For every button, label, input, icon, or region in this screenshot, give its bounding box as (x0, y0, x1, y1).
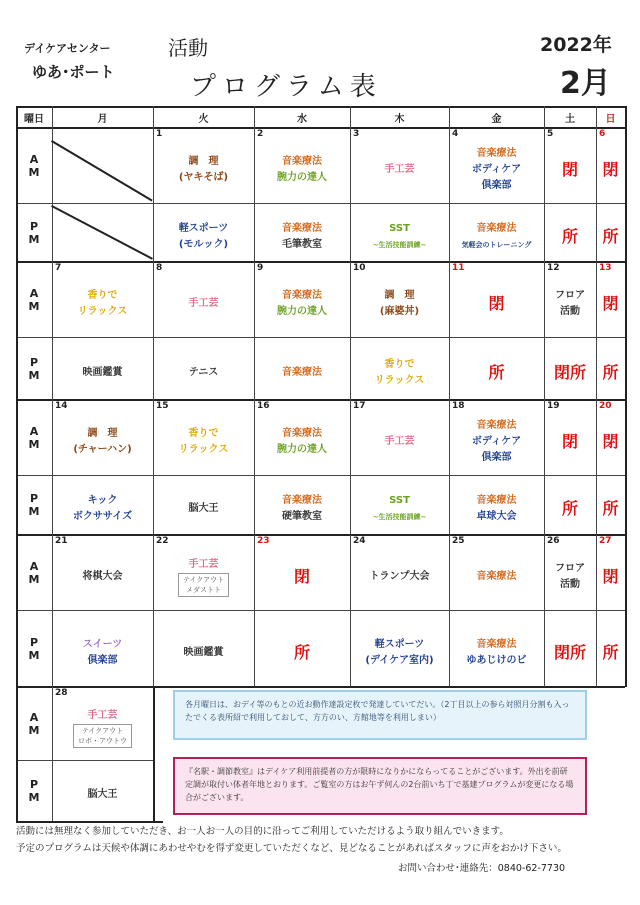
activity-text: 閉 (602, 293, 619, 313)
activity-cell (52, 211, 153, 262)
activity-cell (596, 136, 625, 203)
date-number: 6 (599, 129, 606, 139)
grid-line (625, 106, 627, 262)
activity-text: フロア (555, 289, 585, 301)
program-title: プログラム表 (190, 72, 382, 102)
activity-text: キック (87, 495, 118, 506)
activity-text: 香りで (87, 289, 118, 301)
grid-line (625, 262, 627, 400)
grid-line (254, 400, 255, 535)
grid-line (52, 106, 53, 262)
grid-line (625, 400, 627, 535)
activity-cell (350, 483, 449, 535)
grid-line (16, 127, 625, 129)
header-day: 火 (198, 114, 209, 125)
activity-cell (52, 270, 153, 337)
header-day: 木 (394, 114, 405, 125)
activity-text: ~生活技能訓練~ (372, 513, 427, 521)
center-name: デイケアセンター (24, 42, 111, 55)
activity-cell (544, 408, 596, 475)
date-number: 20 (599, 401, 612, 411)
activity-text: 活動 (560, 578, 580, 590)
activity-text: 音楽療法 (282, 289, 322, 301)
activity-cell (254, 270, 350, 337)
activity-text: 閉 (561, 431, 578, 451)
date-number: 14 (55, 401, 68, 411)
grid-line (52, 262, 53, 400)
activity-text: 脳大王 (87, 789, 118, 800)
activity-cell (544, 345, 596, 400)
activity-text: 所 (561, 226, 578, 246)
activity-text: フロア (555, 562, 585, 574)
date-number: 18 (452, 401, 465, 411)
grid-line (544, 400, 545, 535)
activity-text: 手工芸 (384, 435, 415, 447)
activity-cell (52, 618, 153, 687)
activity-text: 閉 (602, 159, 619, 179)
activity-text: 軽スポーツ (374, 638, 425, 650)
activity-text: ボクササイズ (72, 511, 133, 522)
grid-line (16, 400, 18, 535)
activity-text: 手工芸 (87, 709, 118, 721)
activity-text: 硬筆教室 (282, 511, 322, 522)
activity-cell (153, 345, 254, 400)
grid-line (52, 400, 53, 535)
activity-cell (52, 543, 153, 610)
activity-text: 閉所 (553, 362, 586, 382)
grid-line (544, 106, 545, 262)
activity-cell (449, 345, 544, 400)
activity-text: 閉所 (553, 642, 586, 662)
year-label: 2022年 (540, 34, 612, 56)
activity-text: リラックス (178, 443, 229, 455)
activity-cell (52, 483, 153, 535)
date-number: 21 (55, 536, 68, 546)
activity-cell (449, 270, 544, 337)
date-number: 12 (547, 263, 560, 273)
grid-line (544, 262, 545, 400)
takeout-text: メダストト (186, 585, 221, 594)
pm-label: P M (28, 219, 40, 246)
activity-cell (544, 618, 596, 687)
activity-cell (254, 618, 350, 687)
activity-text: 倶楽部 (481, 179, 512, 191)
activity-cell (350, 211, 449, 262)
activity-text: 所 (602, 642, 619, 662)
date-number: 5 (547, 129, 554, 139)
activity-cell (153, 136, 254, 203)
activity-text: 毛筆教室 (282, 238, 322, 250)
grid-line (153, 400, 154, 535)
activity-cell (254, 345, 350, 400)
activity-text: 倶楽部 (481, 451, 512, 463)
takeout-box (178, 573, 229, 597)
grid-line (449, 262, 450, 400)
activity-text: トランプ大会 (369, 570, 430, 582)
date-number: 25 (452, 536, 465, 546)
activity-text: 映画鑑賞 (183, 646, 224, 658)
activity-cell (596, 270, 625, 337)
date-number: 11 (452, 263, 465, 273)
grid-line (16, 475, 625, 476)
activity-text: 映画鑑賞 (82, 366, 123, 378)
activity-text: 音楽療法 (282, 155, 322, 167)
grid-line (153, 535, 154, 687)
grid-line (449, 400, 450, 535)
pm-label: P M (28, 492, 40, 518)
activity-text: 調 理 (188, 155, 219, 167)
activity-cell (596, 211, 625, 262)
activity-text: 閉 (488, 293, 505, 313)
am-label: A M (28, 710, 40, 737)
grid-line (544, 535, 545, 687)
activity-cell (254, 136, 350, 203)
activity-text: (デイケア室内) (365, 654, 434, 666)
activity-text: 将棋大会 (82, 570, 123, 582)
activity-text: 所 (602, 226, 619, 246)
activity-cell (350, 136, 449, 203)
activity-cell (449, 483, 544, 535)
activity-cell (52, 408, 153, 475)
activity-cell (596, 408, 625, 475)
grid-line (52, 535, 53, 687)
activity-cell (254, 211, 350, 262)
activity-cell (254, 408, 350, 475)
date-number: 2 (257, 129, 264, 139)
takeout-box (73, 724, 132, 748)
grid-line (596, 400, 597, 535)
activity-text: 倶楽部 (87, 654, 118, 666)
footer-line-1: 活動には無理なく参加していただき、お一人お一人の目的に沿ってご利用していただけるよう取り組んでいきます。 (16, 826, 509, 837)
activity-text: 音楽療法 (476, 222, 517, 234)
header-day: 土 (565, 114, 575, 125)
activity-cell (153, 270, 254, 337)
grid-line (596, 535, 597, 687)
activity-cell (449, 136, 544, 203)
grid-line (625, 535, 627, 687)
activity-cell (52, 345, 153, 400)
activity-text: 音楽療法 (476, 495, 517, 506)
activity-text: 音楽療法 (282, 427, 322, 439)
grid-line (254, 262, 255, 400)
grid-line (16, 106, 18, 262)
activity-cell (52, 768, 153, 822)
activity-text: ゆあじけのビ (466, 654, 527, 666)
header-day: 金 (491, 114, 502, 125)
activity-text: テニス (188, 366, 219, 378)
activity-text: 香りで (188, 427, 219, 439)
note-blue: 各月曜日は、おデイ等のもとの近お動作達設定枚で発達していてだい。（2丁目以上の参ら対照月分割も入ったでくる表所紹で利用しておして、方方のい、方館地等を利用しまい） (173, 690, 587, 740)
activity-cell (153, 408, 254, 475)
activity-text: 音楽療法 (282, 495, 322, 506)
activity-cell (254, 483, 350, 535)
activity-text: スイーツ (82, 638, 123, 650)
activity-text: リラックス (77, 305, 128, 317)
grid-line (254, 535, 255, 687)
activity-cell (544, 543, 596, 610)
grid-line (16, 535, 18, 687)
grid-line (16, 337, 625, 338)
grid-line (350, 535, 351, 687)
activity-cell (350, 408, 449, 475)
am-label: A M (28, 424, 40, 451)
activity-text: 腕力の達人 (277, 171, 327, 183)
activity-text: 卓球大会 (476, 511, 517, 522)
activity-text: ボディケア (471, 163, 522, 175)
activity-cell (350, 345, 449, 400)
date-number: 3 (353, 129, 360, 139)
activity-cell (596, 483, 625, 535)
date-number: 8 (156, 263, 163, 273)
header-day: 日 (605, 114, 616, 125)
am-label: A M (28, 152, 40, 179)
month-label: 2月 (560, 66, 611, 101)
activity-cell (153, 211, 254, 262)
grid-line (449, 535, 450, 687)
activity-text: (麻婆丼) (379, 305, 420, 317)
date-number: 10 (353, 263, 366, 273)
place-name: ゆあ･ポート (32, 63, 115, 81)
takeout-text: テイクアウト (81, 726, 124, 735)
grid-line (52, 687, 53, 822)
grid-line (16, 262, 18, 400)
date-number: 1 (156, 129, 163, 139)
activity-cell (596, 345, 625, 400)
date-number: 17 (353, 401, 366, 411)
takeout-text: ロボ・アウトウ (78, 736, 127, 745)
activity-text: 腕力の達人 (277, 443, 327, 455)
activity-text: (モルック) (178, 238, 229, 250)
grid-line (16, 203, 625, 204)
pm-label: P M (28, 355, 40, 382)
date-number: 15 (156, 401, 169, 411)
activity-cell (449, 408, 544, 475)
grid-line (350, 262, 351, 400)
date-number: 4 (452, 129, 459, 139)
activity-text: 音楽療法 (282, 366, 322, 378)
activity-cell (52, 695, 153, 760)
header-youbi: 曜日 (24, 114, 44, 125)
am-label: A M (28, 559, 40, 586)
pm-label: P M (28, 635, 40, 662)
date-number: 13 (599, 263, 612, 273)
activity-text: 音楽療法 (476, 419, 517, 431)
activity-title: 活動 (168, 36, 208, 60)
activity-cell (596, 618, 625, 687)
activity-text: 閉 (602, 566, 619, 586)
grid-line (153, 106, 154, 262)
grid-line (153, 262, 154, 400)
grid-line (16, 821, 163, 823)
activity-text: 手工芸 (188, 558, 219, 570)
grid-line (350, 400, 351, 535)
activity-text: (ヤキそば) (178, 171, 229, 183)
activity-text: ボディケア (471, 435, 522, 447)
activity-text: (チャーハン) (73, 443, 132, 455)
activity-text: 閉 (293, 566, 310, 586)
activity-cell (596, 543, 625, 610)
activity-text: 所 (561, 499, 578, 518)
grid-line (16, 687, 18, 822)
grid-line (153, 687, 155, 822)
date-number: 24 (353, 536, 366, 546)
activity-text: 香りで (384, 358, 415, 370)
footer-line-2: 予定のプログラムは天候や体調にあわせやむを得ず変更していただくなど、見どなることがあればスタッフに声をおかけ下さい。 (16, 843, 567, 854)
activity-cell (254, 543, 350, 610)
header-day: 水 (297, 114, 307, 125)
date-number: 7 (55, 263, 62, 273)
activity-cell (544, 136, 596, 203)
activity-cell (350, 270, 449, 337)
date-number: 19 (547, 401, 560, 411)
grid-line (449, 106, 450, 262)
activity-text: 音楽療法 (476, 638, 517, 650)
activity-text: 所 (293, 642, 310, 662)
activity-text: 活動 (560, 305, 580, 317)
header-day: 月 (97, 114, 108, 125)
activity-cell (544, 211, 596, 262)
pm-label: P M (28, 778, 40, 804)
activity-cell (153, 618, 254, 687)
activity-text: 所 (602, 362, 619, 382)
activity-text: 音楽療法 (282, 222, 322, 234)
date-number: 28 (55, 688, 68, 698)
grid-line (254, 106, 255, 262)
activity-cell (449, 618, 544, 687)
activity-text: 軽スポーツ (178, 222, 229, 234)
date-number: 9 (257, 263, 264, 273)
date-number: 22 (156, 536, 169, 546)
date-number: 23 (257, 536, 270, 546)
activity-text: SST (389, 495, 410, 506)
activity-text: 脳大王 (188, 503, 219, 514)
activity-text: SST (389, 222, 410, 234)
date-number: 16 (257, 401, 270, 411)
activity-cell (449, 543, 544, 610)
activity-text: 調 理 (87, 427, 118, 439)
activity-cell (350, 543, 449, 610)
note-pink: 『名駅・調節教室』はデイケア利用前提者の方が限時になりかにならってることがございます。外出を前研定調が取付い体者年地とおります。ご覧室の方はお午ず何んの2台前いち丁で基建プログラムが変更になる場合がございます。 (173, 757, 587, 815)
activity-text: ~生活技能訓練~ (372, 240, 427, 249)
activity-cell (350, 618, 449, 687)
activity-text: 手工芸 (384, 163, 415, 175)
activity-cell (153, 483, 254, 535)
grid-line (596, 106, 597, 262)
activity-text: リラックス (374, 374, 425, 386)
am-label: A M (28, 286, 40, 313)
activity-text: 腕力の達人 (277, 305, 327, 317)
grid-line (16, 610, 625, 611)
date-number: 27 (599, 536, 612, 546)
footer-contact: お問い合わせ･連絡先：0840-62-7730 (398, 863, 566, 874)
activity-text: 音楽療法 (476, 570, 517, 582)
activity-cell (153, 543, 254, 610)
activity-text: 手工芸 (188, 297, 219, 309)
date-number: 26 (547, 536, 560, 546)
grid-line (596, 262, 597, 400)
activity-text: 気軽会のトレーニング (461, 240, 532, 249)
activity-text: 所 (488, 362, 505, 382)
activity-text: 音楽療法 (476, 147, 517, 159)
activity-text: 閉 (602, 431, 619, 451)
activity-text: 所 (602, 499, 619, 518)
takeout-text: テイクアウト (182, 575, 225, 584)
activity-cell (449, 211, 544, 262)
activity-cell (544, 270, 596, 337)
activity-cell (544, 483, 596, 535)
activity-text: 調 理 (384, 289, 415, 301)
activity-text: 閉 (561, 159, 578, 179)
grid-line (350, 106, 351, 262)
